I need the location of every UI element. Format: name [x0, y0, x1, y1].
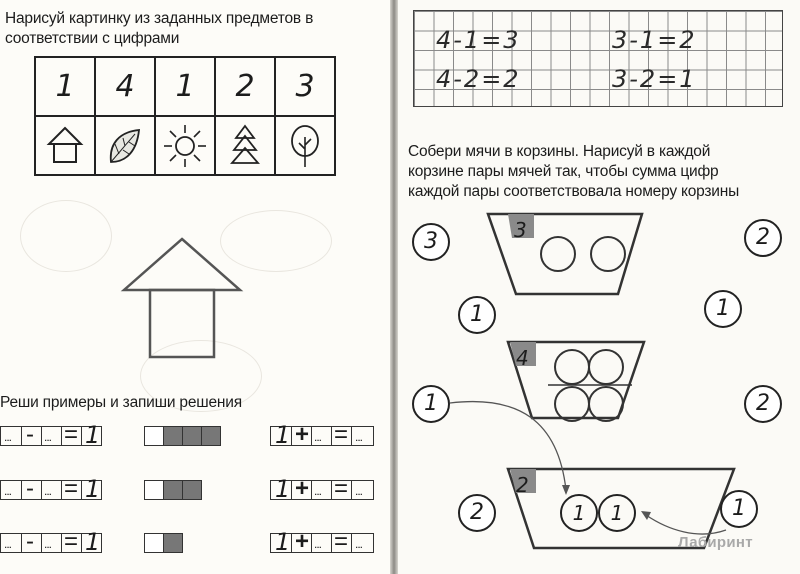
operator-box: + — [292, 426, 312, 446]
digit-cell: 3 — [275, 57, 335, 116]
operator-box: + — [292, 533, 312, 553]
shaded-cell — [163, 533, 183, 553]
operator-box: + — [292, 480, 312, 500]
digit-cell: 1 — [155, 57, 215, 116]
picture-cell — [155, 116, 215, 175]
shaded-cell — [182, 480, 202, 500]
shaded-cell — [163, 426, 183, 446]
equation-row — [0, 475, 390, 503]
shaded-cell — [182, 426, 202, 446]
drawn-ball: 1 — [598, 494, 636, 532]
task3-instruction: Собери мячи в корзины. Нарисуй в каждой корзине пары мячей так, чтобы сумма цифр каждой пары соответствовала номеру корзины — [408, 143, 740, 200]
left-page — [0, 0, 390, 574]
number-ball[interactable]: 1 — [704, 290, 742, 328]
baskets-drawing — [398, 0, 800, 574]
number-ball[interactable]: 3 — [412, 223, 450, 261]
basket-number: 4 — [516, 346, 529, 370]
answer-box[interactable]: ... — [42, 480, 62, 500]
picture-cell — [95, 116, 155, 175]
digit-picture-table — [34, 56, 336, 176]
number-ball[interactable]: 2 — [744, 219, 782, 257]
first-term-box: 1 — [270, 533, 292, 553]
empty-cell — [144, 533, 164, 553]
grid-equation: 3-1=2 — [612, 26, 697, 54]
answer-box[interactable]: ... — [352, 533, 374, 553]
picture-cell — [215, 116, 275, 175]
digit-cell: 4 — [95, 57, 155, 116]
equation-row — [0, 421, 390, 449]
answer-box[interactable]: ... — [42, 533, 62, 553]
answer-box[interactable]: ... — [0, 480, 22, 500]
task1-instruction: Нарисуй картинку из заданных предметов в соответствии с цифрами — [5, 10, 314, 47]
house-icon — [45, 124, 85, 168]
fir-tree-icon — [225, 123, 265, 169]
number-ball[interactable]: 1 — [458, 296, 496, 334]
answer-box[interactable]: ... — [312, 426, 332, 446]
first-term-box: 1 — [270, 426, 292, 446]
operator-box: - — [22, 533, 42, 553]
answer-box[interactable]: ... — [42, 426, 62, 446]
equals-box: = — [332, 480, 352, 500]
equals-box: = — [332, 533, 352, 553]
answer-box[interactable]: ... — [312, 480, 332, 500]
empty-cell — [144, 480, 164, 500]
number-ball[interactable]: 1 — [720, 490, 758, 528]
grid-equation: 4-1=3 — [436, 26, 521, 54]
empty-cell — [144, 426, 164, 446]
shaded-cell — [163, 480, 183, 500]
leaf-icon — [105, 124, 145, 168]
number-ball[interactable]: 2 — [458, 494, 496, 532]
number-ball[interactable]: 2 — [744, 385, 782, 423]
answer-box[interactable]: ... — [352, 480, 374, 500]
task2-instruction: Реши примеры и запиши решения — [0, 394, 242, 411]
answer-box[interactable]: ... — [312, 533, 332, 553]
grid-equation: 4-2=2 — [436, 65, 521, 93]
first-term-box: 1 — [270, 480, 292, 500]
shaded-cell — [201, 426, 221, 446]
number-ball[interactable]: 1 — [412, 385, 450, 423]
picture-cell — [275, 116, 335, 175]
digit-cell: 2 — [215, 57, 275, 116]
tree-icon — [285, 123, 325, 169]
basket-number: 2 — [516, 473, 529, 497]
sun-icon — [162, 123, 208, 169]
house-drawing — [120, 235, 244, 360]
equals-box: = — [62, 533, 82, 553]
answer-box[interactable]: ... — [0, 533, 22, 553]
book-gutter — [390, 0, 398, 574]
bleed-through-shape — [20, 200, 112, 272]
equals-box: = — [62, 426, 82, 446]
operator-box: - — [22, 480, 42, 500]
drawn-ball: 1 — [560, 494, 598, 532]
result-box: 1 — [82, 426, 102, 446]
watermark: Лабиринт — [678, 534, 753, 551]
right-page — [398, 0, 800, 574]
operator-box: - — [22, 426, 42, 446]
result-box: 1 — [82, 533, 102, 553]
answer-box[interactable]: ... — [0, 426, 22, 446]
equals-box: = — [62, 480, 82, 500]
equation-row — [0, 528, 390, 556]
digit-cell: 1 — [35, 57, 95, 116]
picture-cell — [35, 116, 95, 175]
equals-box: = — [332, 426, 352, 446]
result-box: 1 — [82, 480, 102, 500]
basket-number: 3 — [514, 218, 527, 242]
answer-box[interactable]: ... — [352, 426, 374, 446]
grid-equation: 3-2=1 — [612, 65, 697, 93]
